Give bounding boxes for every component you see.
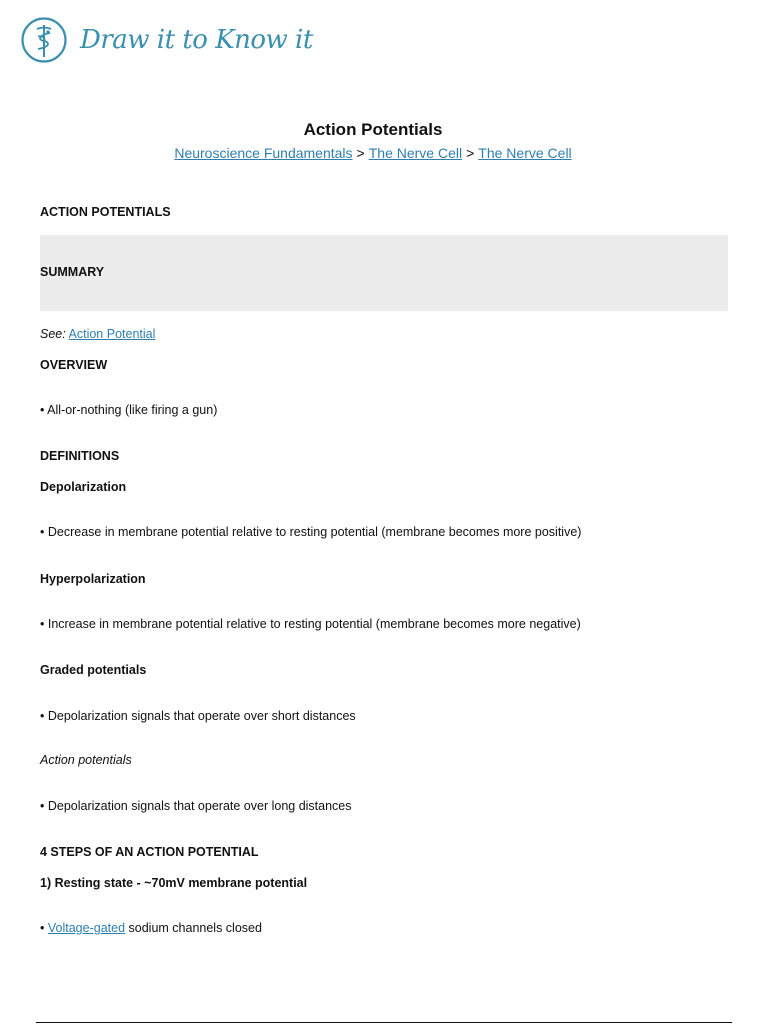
overview-heading: OVERVIEW	[40, 358, 108, 372]
action-potential-link[interactable]: Action Potential	[68, 327, 156, 341]
logo-wordmark[interactable]: Draw it to Know it	[80, 25, 313, 55]
action-potentials-subheading: Action potentials	[40, 753, 132, 767]
graded-potentials-heading: Graded potentials	[40, 663, 147, 677]
see-prefix: See:	[40, 327, 66, 341]
steps-heading: 4 STEPS OF AN ACTION POTENTIAL	[40, 845, 259, 859]
voltage-gated-link[interactable]: Voltage-gated	[47, 921, 126, 935]
breadcrumb-separator: >	[356, 145, 365, 161]
step1-heading: 1) Resting state - ~70mV membrane potential	[40, 876, 308, 890]
section-heading-action-potentials: ACTION POTENTIALS	[40, 205, 171, 219]
hyperpolarization-heading: Hyperpolarization	[40, 572, 146, 586]
title-block	[0, 120, 746, 161]
summary-heading: SUMMARY	[40, 265, 105, 279]
depolarization-heading: Depolarization	[40, 480, 127, 494]
hyperpolarization-bullet: • Increase in membrane potential relative to resting potential (membrane becomes more negative)	[40, 617, 581, 631]
definitions-heading: DEFINITIONS	[40, 449, 120, 463]
see-line	[40, 327, 155, 341]
step1-bullet	[40, 921, 262, 935]
breadcrumb-link-neuroscience-fundamentals[interactable]: Neuroscience Fundamentals	[174, 145, 353, 161]
breadcrumb-link-the-nerve-cell[interactable]: The Nerve Cell	[368, 145, 463, 161]
site-header	[20, 14, 313, 66]
depolarization-bullet: • Decrease in membrane potential relative to resting potential (membrane becomes more positive)	[40, 525, 582, 539]
action-potentials-bullet: • Depolarization signals that operate over long distances	[40, 799, 352, 813]
step1-bullet-text: sodium channels closed	[128, 921, 262, 935]
summary-box	[40, 235, 728, 311]
caduceus-logo-icon[interactable]	[20, 16, 68, 64]
breadcrumb-separator: >	[466, 145, 475, 161]
overview-bullet: • All-or-nothing (like firing a gun)	[40, 403, 218, 417]
footer-divider	[36, 1022, 732, 1023]
bullet-glyph: •	[40, 921, 45, 935]
breadcrumb	[0, 145, 746, 161]
breadcrumb-link-the-nerve-cell-2[interactable]: The Nerve Cell	[478, 145, 572, 161]
page-title: Action Potentials	[303, 120, 443, 139]
graded-potentials-bullet: • Depolarization signals that operate over short distances	[40, 709, 356, 723]
